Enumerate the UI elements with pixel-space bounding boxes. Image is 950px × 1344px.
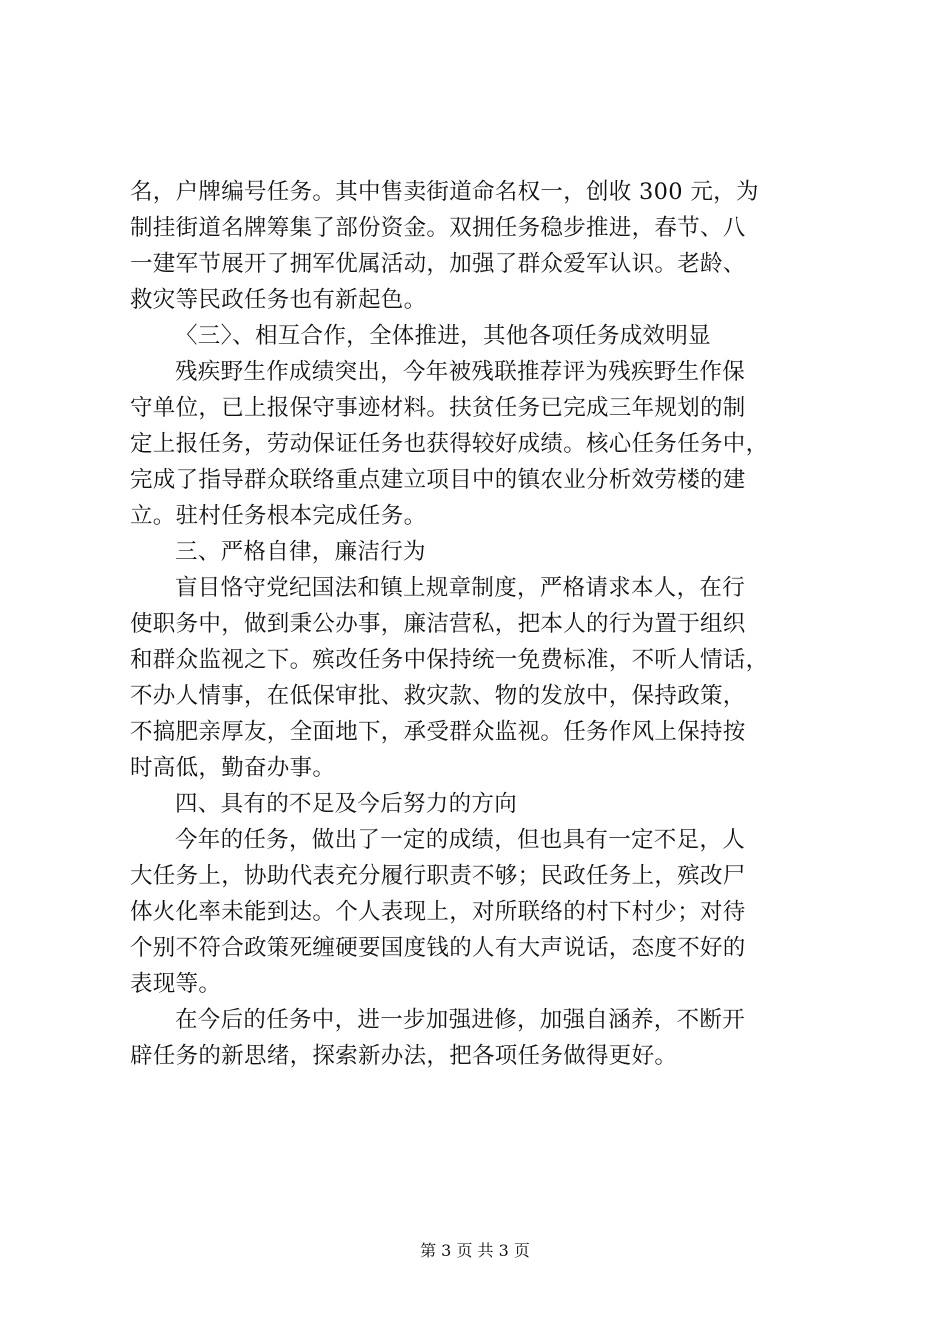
text-line: 体火化率未能到达。个人表现上，对所联络的村下村少；对待	[130, 899, 746, 925]
text-line: 时高低，勤奋办事。	[130, 755, 336, 781]
text-line: 不搞肥亲厚友，全面地下，承受群众监视。任务作风上保持按	[130, 719, 746, 745]
text-line: 救灾等民政任务也有新起色。	[130, 287, 427, 313]
section-heading: 〈三〉、相互合作，全体推进，其他各项任务成效明显	[175, 323, 711, 349]
text-line: 表现等。	[130, 971, 222, 997]
text-line: 立。驻村任务根本完成任务。	[130, 503, 427, 529]
text-line: 一建军节展开了拥军优属活动，加强了群众爱军认识。老龄、	[130, 251, 746, 277]
text-line: 个别不符合政策死缠硬要国度钱的人有大声说话，态度不好的	[130, 935, 746, 961]
text-line: 不办人情事，在低保审批、救灾款、物的发放中，保持政策，	[130, 683, 746, 709]
text-line: 完成了指导群众联络重点建立项目中的镇农业分析效劳楼的建	[130, 467, 746, 493]
text-line: 辟任务的新思绪，探索新办法，把各项任务做得更好。	[130, 1043, 678, 1069]
text-line: 今年的任务，做出了一定的成绩，但也具有一定不足，人	[175, 827, 746, 853]
text-line: 残疾野生作成绩突出，今年被残联推荐评为残疾野生作保	[175, 359, 746, 385]
text-line: 大任务上，协助代表充分履行职责不够；民政任务上，殡改尸	[130, 863, 746, 889]
text-line: 和群众监视之下。殡改任务中保持统一免费标准，不听人情话，	[130, 647, 769, 673]
section-heading: 三、严格自律，廉洁行为	[175, 539, 426, 565]
document-body	[130, 174, 830, 1074]
text-line: 使职务中，做到秉公办事，廉洁营私，把本人的行为置于组织	[130, 611, 746, 637]
text-line: 名，户牌编号任务。其中售卖街道命名权一，创收 300 元，为	[130, 179, 759, 205]
text-line: 在今后的任务中，进一步加强进修，加强自涵养，不断开	[175, 1007, 746, 1033]
text-line: 守单位，已上报保守事迹材料。扶贫任务已完成三年规划的制	[130, 395, 746, 421]
text-line: 盲目恪守党纪国法和镇上规章制度，严格请求本人，在行	[175, 575, 746, 601]
text-line: 定上报任务，劳动保证任务也获得较好成绩。核心任务任务中，	[130, 431, 769, 457]
section-heading: 四、具有的不足及今后努力的方向	[175, 791, 518, 817]
page-footer: 第 3 页 共 3 页	[420, 1241, 530, 1260]
text-line: 制挂街道名牌筹集了部份资金。双拥任务稳步推进，春节、八	[130, 215, 746, 241]
